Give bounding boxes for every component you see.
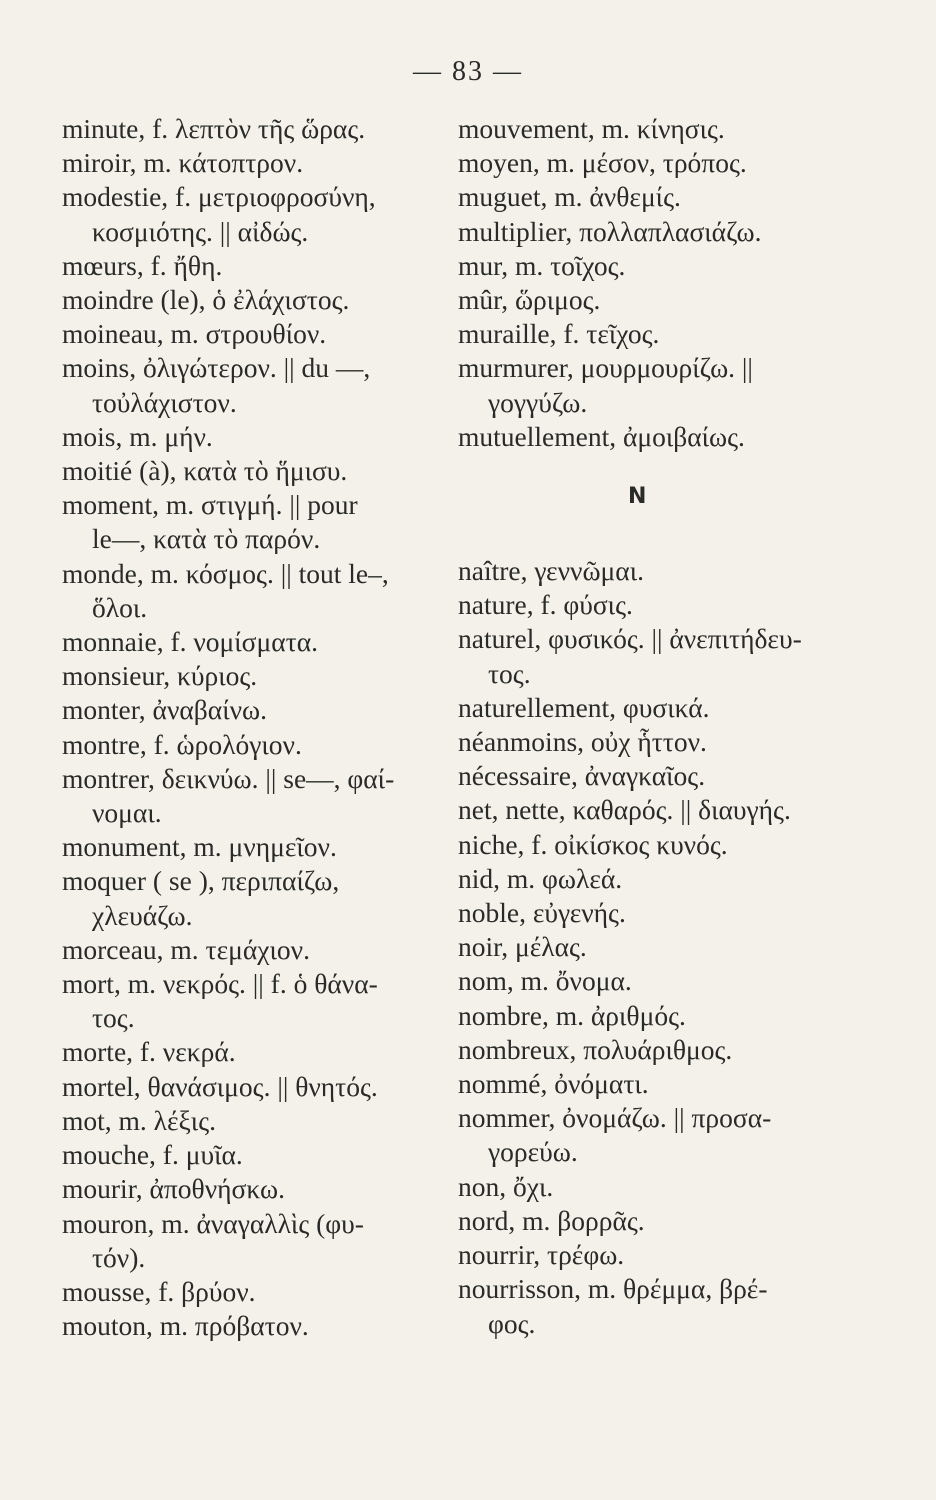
dictionary-entry-line: miroir, m. κάτοπτρον. <box>62 147 304 179</box>
dictionary-entry-line: néanmoins, οὐχ ἧττον. <box>458 726 707 758</box>
entry-continuation-line: χλευάζω. <box>92 899 193 931</box>
dictionary-entry-line: monument, m. μνημεῖον. <box>62 831 337 863</box>
dictionary-entry-line: mouche, f. μυῖα. <box>62 1139 243 1171</box>
dictionary-entry-line: moitié (à), κατὰ τὸ ἥμισυ. <box>62 455 348 487</box>
dictionary-entry-line: mouron, m. ἀναγαλλὶς (φυ- <box>62 1207 364 1239</box>
entry-continuation-line: τοὐλάχιστον. <box>92 386 237 418</box>
dictionary-entry-line: nid, m. φωλεά. <box>458 862 623 894</box>
dictionary-entry-line: moment, m. στιγμή. || pour <box>62 489 358 521</box>
dictionary-entry-line: noir, μέλας. <box>458 931 587 963</box>
dictionary-entry-line: muguet, m. ἀνθεμίς. <box>458 181 681 213</box>
page-number: — 83 — <box>413 56 523 87</box>
dictionary-entry-line: nommer, ὀνομάζω. || προσα- <box>458 1102 772 1134</box>
dictionary-entry-line: multiplier, πολλαπλασιάζω. <box>458 215 762 247</box>
entry-continuation-line: τόν). <box>92 1241 146 1273</box>
left-column <box>62 112 452 1343</box>
dictionary-entry-line: moineau, m. στρουθίον. <box>62 318 327 350</box>
dictionary-entry-line: morte, f. νεκρά. <box>62 1036 236 1068</box>
dictionary-entry-line: nourrisson, m. θρέμμα, βρέ- <box>458 1273 768 1305</box>
dictionary-entry-line: monter, ἀναβαίνω. <box>62 694 268 726</box>
dictionary-entry-line: nécessaire, ἀναγκαῖος. <box>458 760 706 792</box>
dictionary-entry-line: murmurer, μουρμουρίζω. || <box>458 352 753 384</box>
dictionary-entry-line: mœurs, f. ἤθη. <box>62 249 223 281</box>
dictionary-entry-line: net, nette, καθαρός. || διαυγής. <box>458 794 791 826</box>
dictionary-entry-line: naturellement, φυσικά. <box>458 691 710 723</box>
dictionary-entry-line: mousse, f. βρύον. <box>62 1275 256 1307</box>
dictionary-entry-line: nature, f. φύσις. <box>458 589 633 621</box>
dictionary-entry-line: minute, f. λεπτὸν τῆς ὥρας. <box>62 113 366 144</box>
dictionary-entry-line: mourir, ἀποθνήσκω. <box>62 1173 285 1205</box>
entry-continuation-line: τος. <box>488 657 531 689</box>
dictionary-entry-line: non, ὄχι. <box>458 1170 554 1202</box>
entry-continuation-line: γογγύζω. <box>488 386 588 418</box>
entry-continuation-line: κοσμιότης. || αἰδώς. <box>92 215 309 247</box>
dictionary-entry-line: moindre (le), ὁ ἐλάχιστος. <box>62 284 350 316</box>
dictionary-entry-line: monde, m. κόσμος. || tout le–, <box>62 557 389 589</box>
dictionary-entry-line: mois, m. μήν. <box>62 420 213 452</box>
dictionary-entry-line: naturel, φυσικός. || ἀνεπιτήδευ- <box>458 623 802 655</box>
dictionary-entry-line: modestie, f. μετριοφροσύνη, <box>62 181 376 213</box>
entry-continuation-line: νομαι. <box>92 797 162 829</box>
entry-continuation-line: ὅλοι. <box>92 591 148 623</box>
dictionary-entry-line: moins, ὀλιγώτερον. || du —, <box>62 352 371 384</box>
entry-continuation-line: γορεύω. <box>488 1136 578 1168</box>
dictionary-entry-line: nombre, m. ἀριθμός. <box>458 999 686 1031</box>
dictionary-entry-line: mûr, ὥριμος. <box>458 284 601 316</box>
dictionary-entry-line: muraille, f. τεῖχος. <box>458 318 660 350</box>
dictionary-entry-line: nommé, ὀνόματι. <box>458 1068 649 1100</box>
dictionary-entry-line: noble, εὐγενής. <box>458 897 626 929</box>
dictionary-entry-line: moyen, m. μέσον, τρόπος. <box>458 147 747 179</box>
right-column-m-entries <box>458 112 858 454</box>
dictionary-entry-line: mouton, m. πρόβατον. <box>62 1310 309 1342</box>
dictionary-entry-line: morceau, m. τεμάχιον. <box>62 933 310 965</box>
dictionary-entry-line: nom, m. ὄνομα. <box>458 965 632 997</box>
dictionary-entry-line: montre, f. ὡρολόγιον. <box>62 728 302 760</box>
dictionary-entry-line: nord, m. βορρᾶς. <box>458 1204 645 1236</box>
dictionary-entry-line: moquer ( se ), περιπαίζω, <box>62 865 340 897</box>
entry-continuation-line: le—, κατὰ τὸ παρόν. <box>92 523 321 555</box>
right-column-n-entries <box>458 554 858 1341</box>
dictionary-entry-line: mort, m. νεκρός. || f. ὁ θάνα- <box>62 968 378 1000</box>
dictionary-entry-line: monsieur, κύριος. <box>62 660 258 692</box>
dictionary-entry-line: mouvement, m. κίνησις. <box>458 113 725 144</box>
dictionary-entry-line: naître, γεννῶμαι. <box>458 555 644 587</box>
entry-continuation-line: φος. <box>488 1307 536 1339</box>
dictionary-entry-line: niche, f. οἰκίσκος κυνός. <box>458 828 728 860</box>
letter-heading: N <box>628 484 647 510</box>
dictionary-entry-line: mot, m. λέξις. <box>62 1104 216 1136</box>
dictionary-entry-line: nourrir, τρέφω. <box>458 1239 625 1271</box>
right-column <box>458 112 858 1341</box>
entry-continuation-line: τος. <box>92 1002 135 1034</box>
dictionary-entry-line: mortel, θανάσιμος. || θνητός. <box>62 1070 378 1102</box>
dictionary-entry-line: nombreux, πολυάριθμος. <box>458 1033 733 1065</box>
dictionary-entry-line: monnaie, f. νομίσματα. <box>62 626 318 658</box>
dictionary-entry-line: mutuellement, ἀμοιβαίως. <box>458 420 745 452</box>
dictionary-entry-line: mur, m. τοῖχος. <box>458 249 626 281</box>
dictionary-entry-line: montrer, δεικνύω. || se—, φαί- <box>62 762 395 794</box>
